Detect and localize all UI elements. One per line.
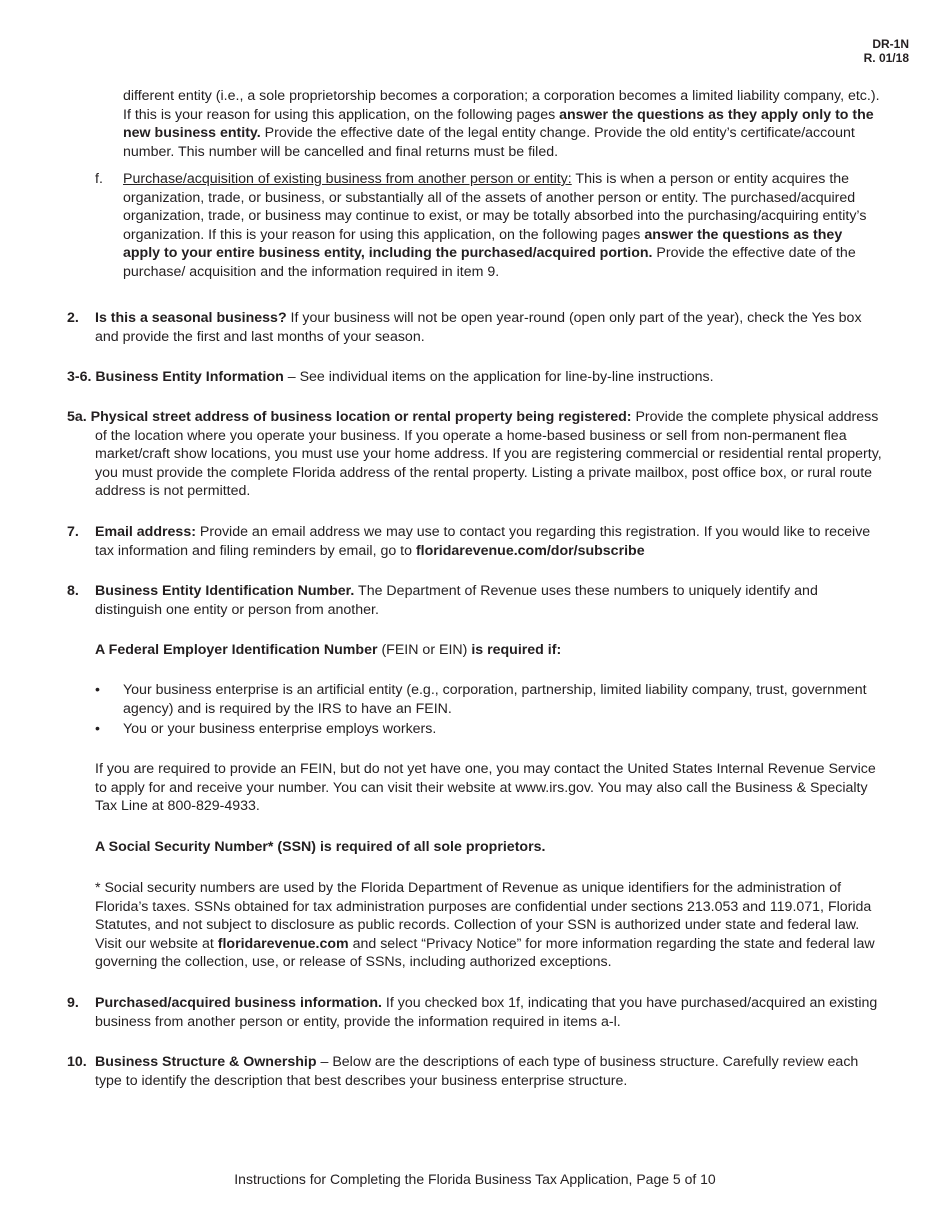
item-f: f. Purchase/acquisition of existing business from another person or entity: This is when a person or entity acquires the organization, trade, or business, or substantially all of the assets of another person or entity. The purchased/acquired organization, trade, or business may continue to exist, or may be totally absorbed into the purchasing/acquiring entity’s organization. If this is your reason for using this application, on the following pages answer the questions as they apply to your entire business entity, including the purchased/acquired portion. Provide the effective date of the purchase/ acquisition and the information required in item 9. — [95, 171, 867, 280]
list-item: • You or your business enterprise employs workers. — [95, 721, 437, 738]
fein-paragraph: If you are required to provide an FEIN, but do not yet have one, you may contact the United States Internal Revenue Service to apply for and receive your number. You can visit their website at www.irs.gov. You may also call the Business & Specialty Tax Line at 800-829-4933. — [95, 761, 876, 815]
item-10: 10. Business Structure & Ownership – Below are the descriptions of each type of business structure. Carefully review each type to identify the description that best describes your business enterprise structure. — [67, 1054, 859, 1089]
fein-requirement: A Federal Employer Identification Number (FEIN or EIN) is required if: — [95, 642, 562, 658]
item-10-number: 10. — [67, 1054, 87, 1070]
bullet-marker: • — [95, 682, 100, 698]
item-7-number: 7. — [67, 524, 79, 540]
item-5a: 5a. Physical street address of business location or rental property being registered: Provide the complete physical address of the location where you operate your business. If you operate a home-based business or sell from non-permanent flea market/craft show locations, you must use your home address. If you are registering commercial or residential rental property, you must provide the complete Florida address of the rental property. Listing a private mailbox, post office box, or rural route address is not permitted. — [67, 409, 882, 500]
item-9-number: 9. — [67, 995, 79, 1011]
subscribe-link[interactable]: floridarevenue.com/dor/subscribe — [415, 542, 645, 559]
item-9: 9. Purchased/acquired business information. If you checked box 1f, indicating that you have purchased/acquired an existing business from another person or entity, provide the information required in items a-l. — [67, 995, 878, 1030]
item-3-6-heading: 3-6. Business Entity Information — [67, 369, 284, 385]
item-10-heading: Business Structure & Ownership — [95, 1054, 317, 1070]
list-item: • Your business enterprise is an artificial entity (e.g., corporation, partnership, limited liability company, trust, government agency) and is required by the IRS to have an FEIN. — [95, 682, 867, 717]
item-2-number: 2. — [67, 310, 79, 326]
item-f-heading: Purchase/acquisition of existing business from another person or entity: — [123, 171, 572, 187]
item-8-number: 8. — [67, 583, 79, 599]
item-5a-heading: 5a. Physical street address of business location or rental property being registered: — [67, 409, 632, 425]
page-footer: Instructions for Completing the Florida Business Tax Application, Page 5 of 10 — [234, 1171, 716, 1187]
form-header — [864, 38, 909, 65]
website-link[interactable]: floridarevenue.com — [217, 935, 349, 952]
item-2-heading: Is this a seasonal business? — [95, 310, 287, 326]
bullet-marker: • — [95, 721, 100, 738]
fein-bullet-list — [0, 681, 950, 739]
ssn-heading: A Social Security Number* (SSN) is required of all sole proprietors. — [95, 839, 546, 855]
item-e-continuation: different entity (i.e., a sole proprietorship becomes a corporation; a corporation becomes a limited liability company, etc.). If this is your reason for using this application, on the following pages answer the questions as they apply only to the new business entity. Provide the effective date of the legal entity change. Provide the old entity’s certificate/account number. This number will be cancelled and final returns must be filed. — [123, 88, 880, 160]
item-7-heading: Email address: — [95, 524, 196, 540]
form-number: DR-1N — [872, 37, 909, 51]
item-2: 2. Is this a seasonal business? If your business will not be open year-round (open only part of the year), check the Yes box and provide the first and last months of your season. — [67, 310, 862, 345]
item-8: 8. Business Entity Identification Number. The Department of Revenue uses these numbers to uniquely identify and distinguish one entity or person from another. — [67, 583, 818, 618]
form-revision: R. 01/18 — [863, 50, 909, 65]
item-f-marker: f. — [95, 171, 103, 187]
ssn-note: * Social security numbers are used by the Florida Department of Revenue as unique identifiers for the administration of Florida’s taxes. SSNs obtained for tax administration purposes are confidential under sections 213.053 and 119.071, Florida Statutes, and not subject to disclosure as public records. Collection of your SSN is authorized under state and federal law. Visit our website at floridarevenue.com and select “Privacy Notice” for more information regarding the state and federal law governing the collection, use, or release of SSNs, including authorized exceptions. — [95, 880, 875, 971]
item-8-heading: Business Entity Identification Number. — [95, 583, 355, 599]
item-3-6: 3-6. Business Entity Information – See individual items on the application for line-by-line instructions. — [67, 369, 714, 385]
item-7: 7. Email address: Provide an email address we may use to contact you regarding this registration. If you would like to receive tax information and filing reminders by email, go to floridarevenue.com/dor/subscribe — [67, 524, 871, 559]
item-9-heading: Purchased/acquired business information. — [95, 995, 382, 1011]
